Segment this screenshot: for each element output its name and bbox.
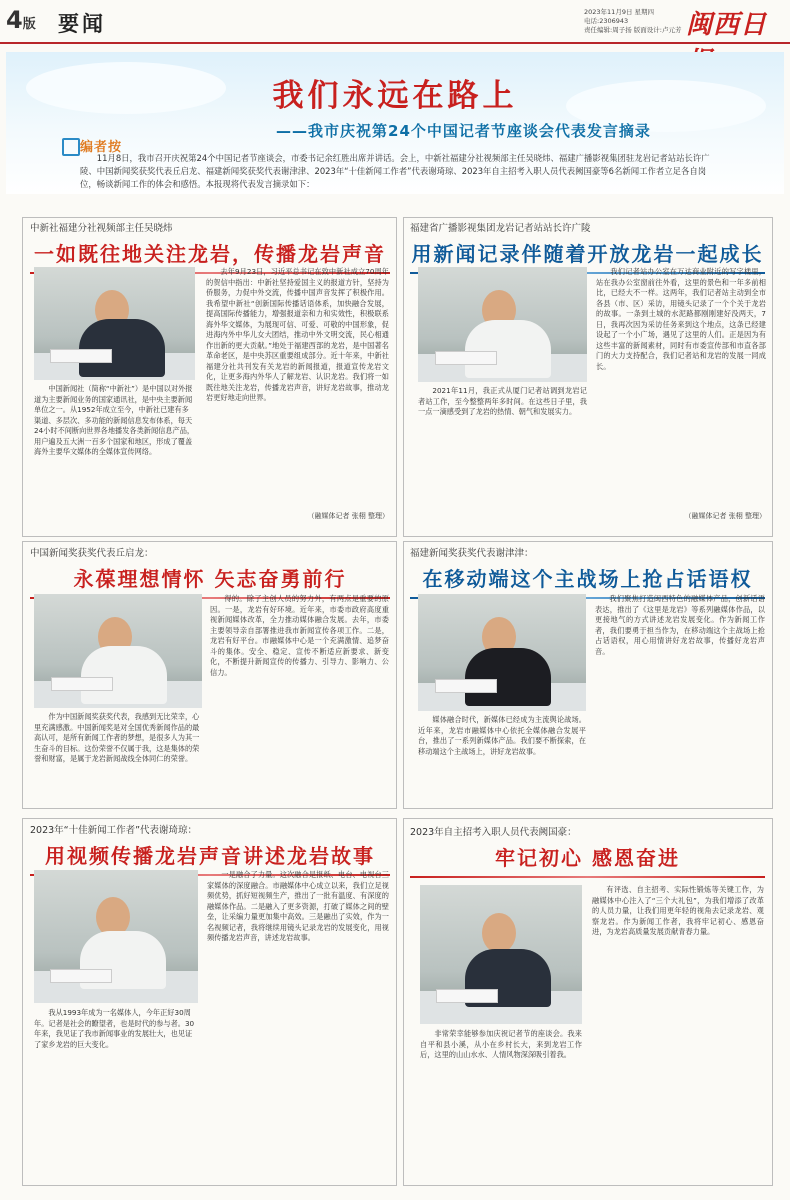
- name-plate: [435, 679, 497, 693]
- article-title: 牢记初心 感恩奋进: [495, 846, 680, 870]
- name-plate: [50, 969, 112, 983]
- article-source: （融媒体记者 张栩 整理）: [684, 512, 766, 520]
- article-caption: 2021年11月，我正式从厦门记者站调到龙岩记者站工作，至今整整两年多时间。在这些日子里，我一点一滴感受到了龙岩的热情、朝气和发展实力。: [418, 386, 587, 416]
- editor-note-text: 11月8日，我市召开庆祝第24个中国记者节座谈会，市委书记余红胜出席并讲话。会上，中新社福建分社视频部主任吴晓炜、福建广播影视集团驻龙岩记者站站长许广陵、中国新闻奖获奖代表丘启龙、福建新闻奖获奖代表谢津津、2023年“十佳新闻工作者”代表谢琦琼、2023年自主招考入职人员代表阙国豪等6名新闻工作者立足各自岗位，畅谈新闻工作的体会和感悟。本报现将代表发言摘录如下：: [80, 153, 710, 189]
- page-number-value: 4: [6, 6, 23, 34]
- article-title: 永葆理想情怀 矢志奋勇前行: [73, 567, 347, 591]
- sub-headline: ——我市庆祝第24个中国记者节座谈会代表发言摘录: [276, 122, 651, 140]
- section-name: 要闻: [58, 12, 106, 36]
- main-headline: 我们永远在路上: [272, 78, 518, 114]
- newspaper-logo: 闽西日: [686, 10, 768, 40]
- title-rule: [410, 876, 765, 878]
- article-body: 去年9月23日，习近平总书记在致中新社成立70周年的贺信中指出：中新社坚持爱国主义的报道方针，坚持为侨服务，力促中外交流，传播中国声音发挥了积极作用。我希望中新社“创新国际传播话语体系，加快融合发展，提高国际传播能力，增强报道亲和力和实效性，积极联系海外华文媒体，为展现可信、可爱、可敬的中国形象，促进海内外中华儿女大团结，推动中外文明交流，民心相通作出新的更大贡献。”地处于福建西部的龙岩，是中国著名革命老区，是中央苏区重要组成部分。近十年来，中新社福建分社共刊发有关龙岩的新闻报道，报道宣传龙岩文化，让更多海内外华人了解龙岩、认识龙岩。我们将一如既往地关注龙岩，传播龙岩声音，讲好龙岩故事，推动龙岩更好地走向世界。: [206, 267, 389, 402]
- masthead-meta: [584, 8, 681, 35]
- speaker-photo: [418, 267, 587, 382]
- article-body: 一是融合了力量。这次融合是报纸、电台、电视台三家媒体的深度融合。市融媒体中心成立以来，我们立足视频优势，抓好短视频生产，推出了一批有温度、有深度的融媒体作品。二是融入了更多资源，打破了媒体之间的壁垒，让采编力量更加集中高效。三是融出了实效，作为一名视频记者，我将继续用镜头记录龙岩的发展变化，用视频传播龙岩声音，讲述龙岩故事。: [207, 870, 389, 942]
- article-speaker: 中新社福建分社视频部主任吴晓炜: [30, 223, 173, 234]
- masthead: [0, 0, 790, 44]
- name-plate: [51, 677, 113, 691]
- article-speaker: 福建省广播影视集团龙岩记者站站长许广陵: [410, 223, 591, 234]
- article-title: 用新闻记录伴随着开放龙岩一起成长: [411, 242, 764, 266]
- speaker-photo: [34, 594, 202, 708]
- body-shape: [81, 646, 167, 704]
- article-title: 在移动端这个主战场上抢占话语权: [422, 567, 753, 591]
- name-plate: [50, 349, 112, 363]
- article-title: 用视频传播龙岩声音讲述龙岩故事: [45, 844, 375, 868]
- issue-date: 2023年11月9日 星期四: [584, 8, 655, 16]
- article-body: 我们记者站办公室在万达商业附近的写字楼里，站在我办公室窗前往外看，这里的景色和一年多前相比，已经大不一样。这两年，我们记者站主动到全市各县（市、区）采访，用镜头记录了一个个关于龙岩的故事。一条到土城的水泥路都刚刚建好没两天，7日，我再次因为采访任务来到这个地点，这条已经建设起了一个小广场，遇见了这里的人们。正是因为有这些丰富的新闻素材，同时有市委宣传部和市直各部门的大力支持配合，我们记者站和龙岩的发展一同成长。: [596, 267, 766, 371]
- speaker-photo: [418, 594, 586, 711]
- article-caption: 作为中国新闻奖获奖代表，我感到无比荣幸，心里充满感激。中国新闻奖是对全国优秀新闻作品的最高认可，是所有新闻工作者的梦想，是很多人为其一生奋斗的目标。这份荣誉不仅属于我，这是集体的荣誉和财富，是属于龙岩新闻战线全体同仁的荣誉。: [34, 712, 200, 763]
- article-caption: 非常荣幸能够参加庆祝记者节的座谈会。我来自平和县小溪，从小在乡村长大，来到龙岩工作后，这里的山山水水、人情风物深深吸引着我。: [420, 1029, 582, 1059]
- editors: 责任编辑:周子扬 版面设计:卢元芳: [584, 26, 682, 34]
- article-caption: 媒体融合时代，新媒体已经成为主流舆论战场。近年来，龙岩市融媒体中心依托全媒体融合发展平台，推出了一系列新媒体产品。我们要不断探索，在移动端这个主战场上，讲好龙岩故事。: [418, 715, 586, 756]
- article-title: 一如既往地关注龙岩，传播龙岩声音: [34, 242, 386, 266]
- body-shape: [465, 648, 551, 706]
- editor-note-badge: 编者按: [80, 136, 134, 158]
- body-shape: [465, 320, 551, 378]
- article-speaker: 2023年自主招考入职人员代表阙国豪：: [410, 827, 577, 838]
- head-shape: [482, 913, 516, 953]
- page-suffix: 版: [22, 17, 36, 32]
- article-body: 有评选、自主招考、实际性锻炼等关键工作，为融媒体中心注入了“三个大礼包”，为我们增添了改革的人员力量，让我们用更年轻的视角去记录龙岩、观察龙岩。作为新闻工作者，我将牢记初心、感恩奋进，为龙岩高质量发展贡献青春力量。: [592, 885, 764, 936]
- article-speaker: 福建新闻奖获奖代表谢津津：: [410, 548, 534, 559]
- article-body: 我们聚焦打造闽西特色的融媒体产品，创新话语表达，推出了《这里是龙岩》等系列融媒体作品，以更接地气的方式讲述龙岩发展变化。作为新闻工作者，我们要勇于担当作为，在移动端这个主战场上抢占话语权，用心用情讲好龙岩故事，传播好龙岩声音。: [595, 594, 765, 656]
- phone: 电话:2306943: [584, 17, 629, 25]
- article-speaker: 中国新闻奖获奖代表丘启龙：: [30, 548, 154, 559]
- page-number: [6, 6, 36, 34]
- body-shape: [79, 319, 165, 377]
- article-caption: 中国新闻社（简称“中新社”）是中国以对外报道为主要新闻业务的国家通讯社，是中央主要新闻单位之一。从1952年成立至今，中新社已建有多渠道、多层次、多功能的新闻信息发布体系，每天24小时不间断向世界各地播发各类新闻信息产品，用户遍及五大洲一百多个国家和地区，形成了覆盖海外主要华文媒体的全媒体宣传网络。: [34, 384, 195, 456]
- name-plate: [436, 989, 498, 1003]
- name-plate: [435, 351, 497, 365]
- speaker-photo: [420, 885, 582, 1024]
- article-speaker: 2023年“十佳新闻工作者”代表谢琦琼：: [30, 825, 198, 836]
- article-body: 得的。除了主创人员的努力外，有两点是重要的原因。一是，龙岩有好环境。近年来，市委市政府高度重视新闻媒体改革，全力推动媒体融合发展。去年，市委主要领导亲自部署推进我市新闻宣传各项工作。二是，龙岩有好平台。市融媒体中心是一个充满激情、追梦奋斗的集体。安全、稳定、宣传不断适应新要求、新变化，不断提升新闻宣传的传播力、引导力、影响力、公信力。: [210, 594, 389, 677]
- article-source: （融媒体记者 张栩 整理）: [307, 512, 389, 520]
- article-caption: 我从1993年成为一名媒体人，今年正好30周年。记者是社会的瞭望者，也是时代的参与者。30年来，我见证了我市新闻事业的发展壮大，也见证了家乡龙岩的巨大变化。: [34, 1008, 195, 1049]
- speaker-photo: [34, 870, 198, 1003]
- speaker-photo: [34, 267, 195, 380]
- article-6: [410, 824, 765, 886]
